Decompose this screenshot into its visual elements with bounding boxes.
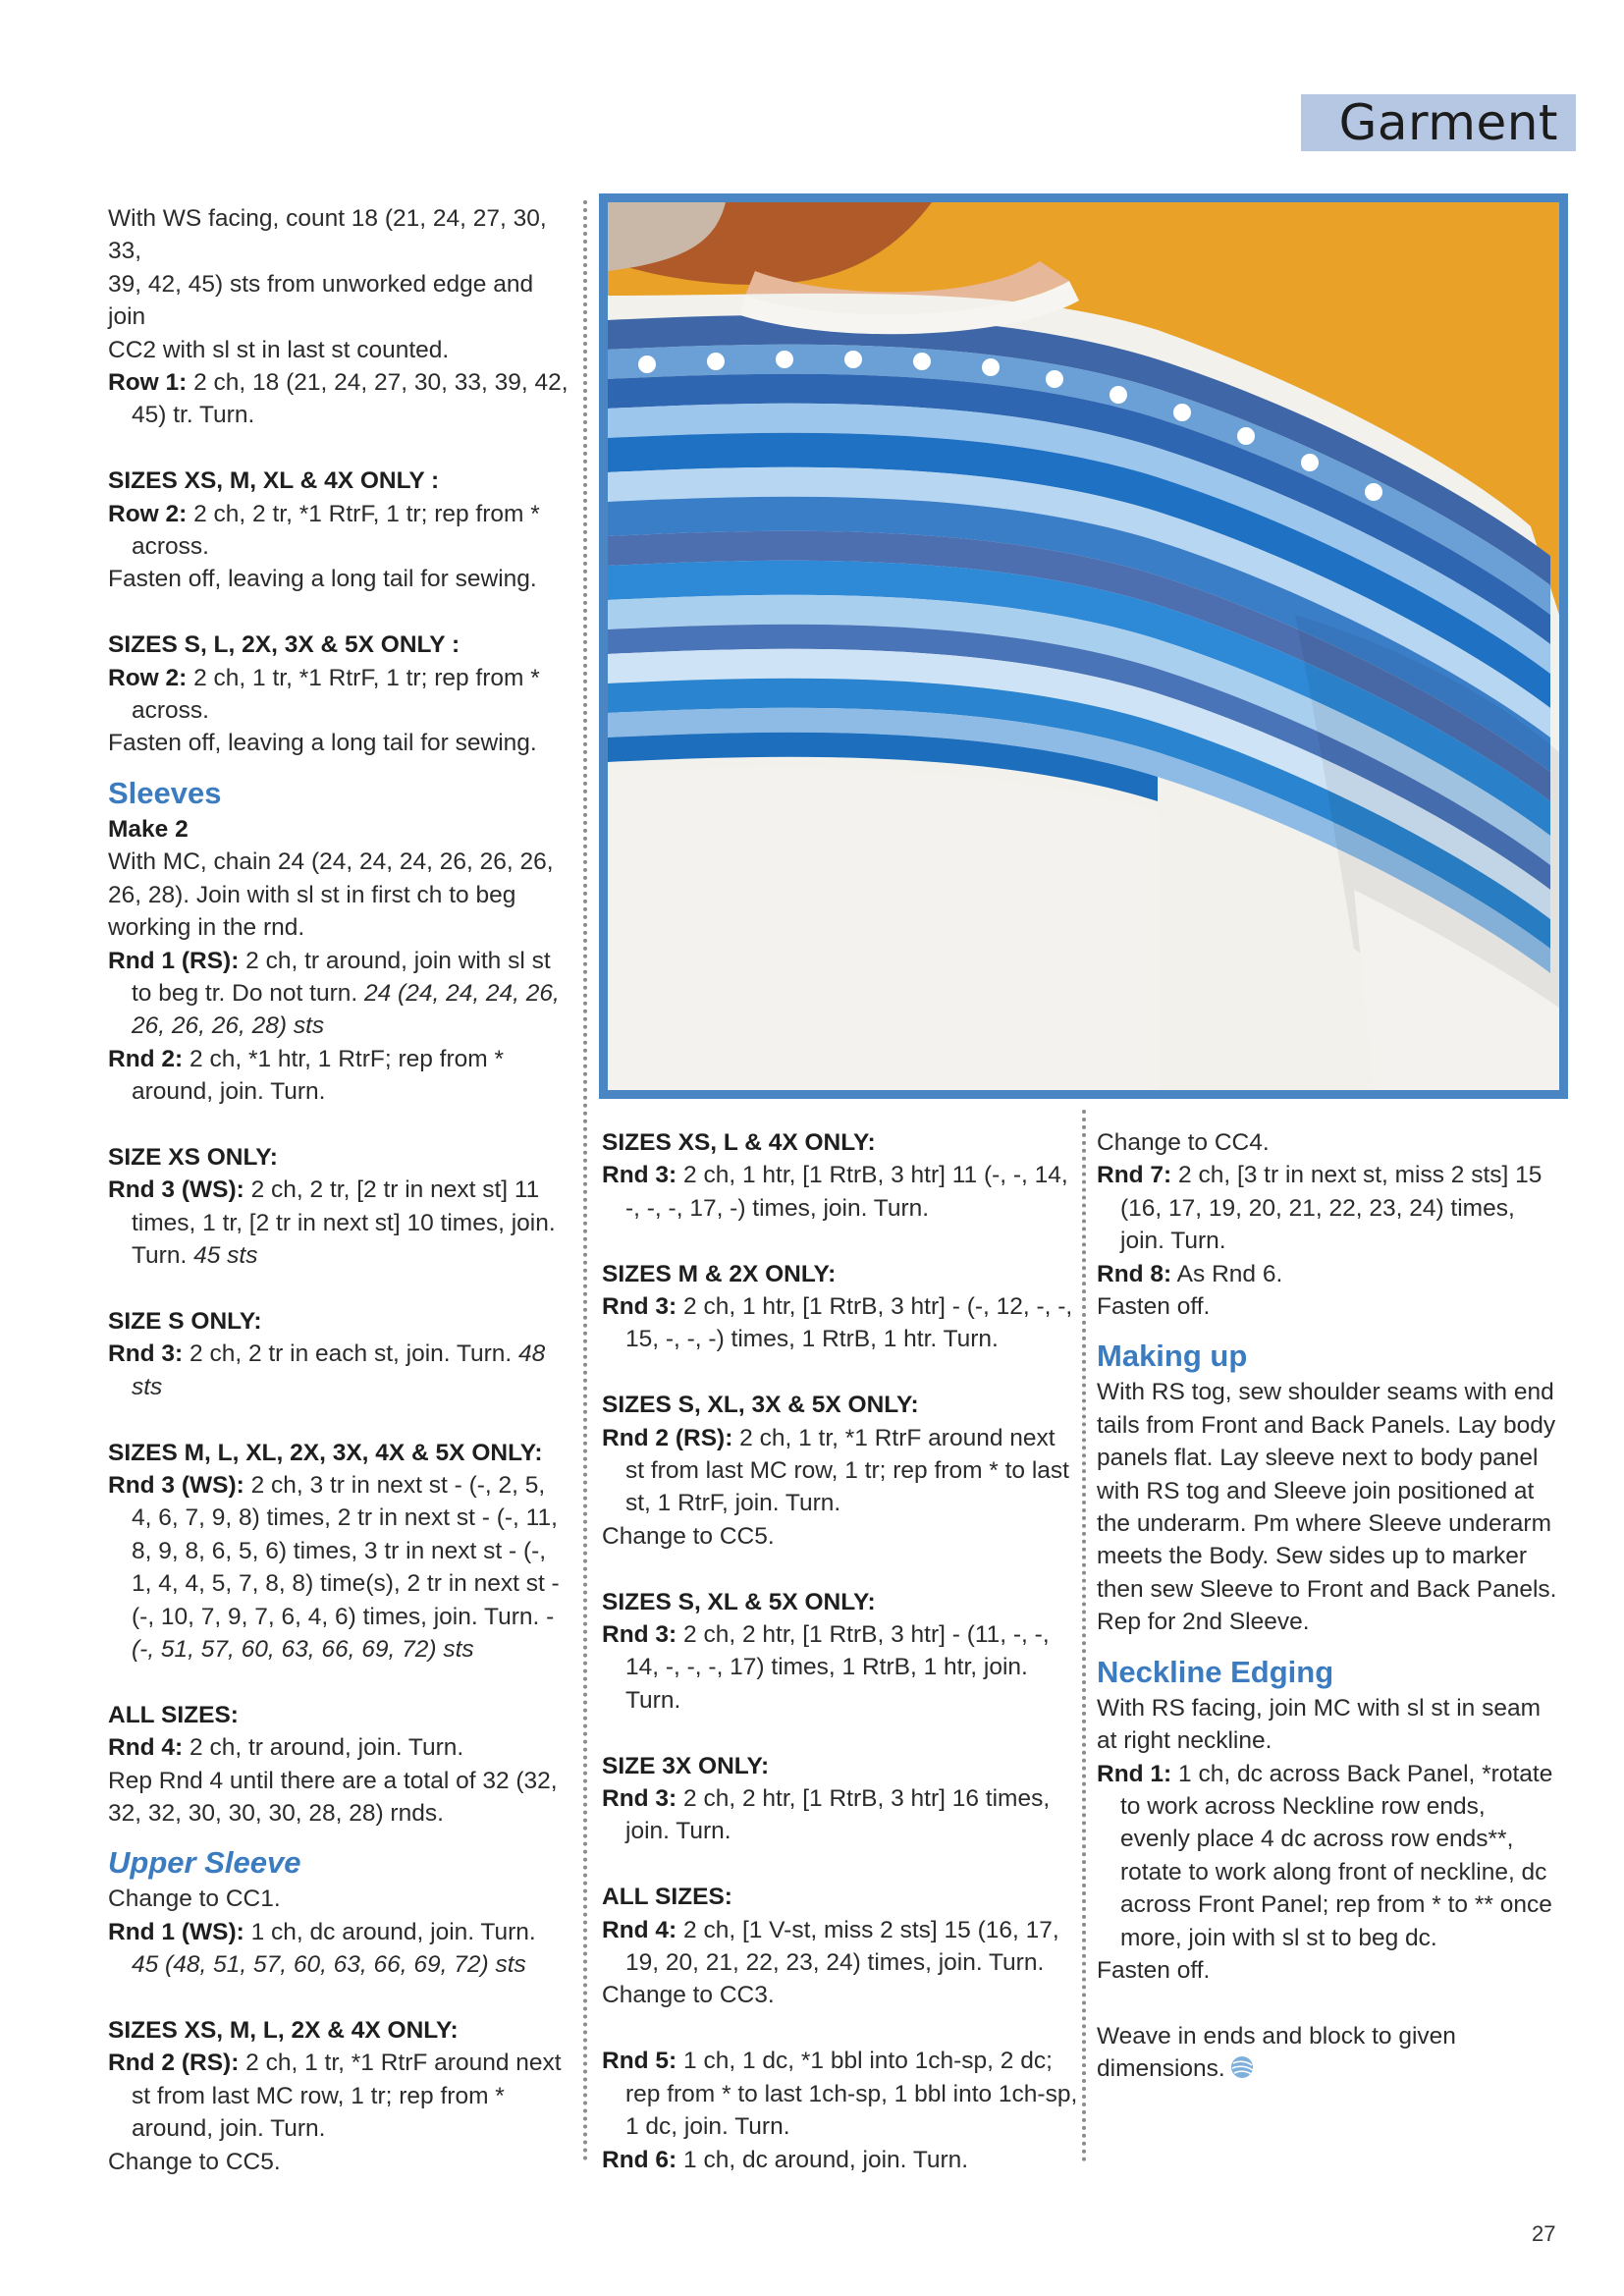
- upper-rnd2: Rnd 2 (RS): 2 ch, 1 tr, *1 RtrF around next st from last MC row, 1 tr; rep from * around, join. Turn.: [108, 2050, 562, 2143]
- row1-instruction: Row 1: 2 ch, 18 (21, 24, 27, 30, 33, 39, 42, 45) tr. Turn.: [108, 369, 568, 429]
- size-s-heading: SIZE S ONLY:: [108, 1307, 262, 1335]
- column-2: [602, 1126, 1078, 2176]
- making-up-text: With RS tog, sew shoulder seams with end tails from Front and Back Panels. Lay body panels flat. Lay sleeve next to body panel with RS tog and Sleeve join positioned at the underarm. Pm where Sleeve underarm meets the Body. Sew sides up to marker then sew Sleeve to Front and Back Panels. Rep for 2nd Sleeve.: [1097, 1379, 1557, 1636]
- c2-rnd4: Rnd 4: 2 ch, [1 V-st, miss 2 sts] 15 (16, 17, 19, 20, 21, 22, 23, 24) times, join. Turn.: [602, 1916, 1059, 1977]
- weave-text: Weave in ends and block to given dimensions.: [1097, 2022, 1456, 2083]
- sizes-a-row2: Row 2: 2 ch, 2 tr, *1 RtrF, 1 tr; rep from * across.: [108, 500, 540, 561]
- intro-line-1: With WS facing, count 18 (21, 24, 27, 30, 33,: [108, 205, 547, 265]
- size-xs-heading: SIZE XS ONLY:: [108, 1143, 278, 1171]
- section-tab: Garment: [1301, 94, 1576, 151]
- sleeves-heading: Sleeves: [108, 775, 222, 810]
- making-up-heading: Making up: [1097, 1339, 1248, 1374]
- all-sizes-heading: ALL SIZES:: [108, 1701, 239, 1728]
- sizes-ml-rnd3: Rnd 3 (WS): 2 ch, 3 tr in next st - (-, 2, 5, 4, 6, 7, 9, 8) times, 2 tr in next st - (-, 11, 8, 9, 8, 6, 5, 6) times, 3 tr in next st - (-, 1, 4, 4, 5, 7, 8, 8) time(s), 2 tr in next st - (-, 10, 7, 9, 7, 6, 4, 6) times, join. Turn. - (-, 51, 57, 60, 63, 66, 69, 72) sts: [108, 1471, 560, 1663]
- neckline-heading: Neckline Edging: [1097, 1654, 1334, 1689]
- change-cc5: Change to CC5.: [108, 2148, 281, 2175]
- rep-rnd4: Rep Rnd 4 until there are a total of 32 (32, 32, 32, 30, 30, 30, 28, 28) rnds.: [108, 1767, 558, 1827]
- sweater-photo: [608, 202, 1559, 1090]
- sleeves-intro: With MC, chain 24 (24, 24, 24, 26, 26, 26, 26, 28). Join with sl st in first ch to beg working in the rnd.: [108, 848, 554, 942]
- sizes-a-heading: SIZES XS, M, XL & 4X ONLY :: [108, 467, 440, 495]
- c2-d-rnd3: Rnd 3: 2 ch, 2 htr, [1 RtrB, 3 htr] - (11, -, -, 14, -, -, -, 17) times, 1 RtrB, 1 htr, join. Turn.: [602, 1621, 1050, 1714]
- sweater-illustration: [608, 202, 1559, 1090]
- upper-sleeve-heading: Upper Sleeve: [108, 1845, 301, 1881]
- c2-b-rnd3: Rnd 3: 2 ch, 1 htr, [1 RtrB, 3 htr] - (-, 12, -, -, 15, -, -, -) times, 1 RtrB, 1 htr. Turn.: [602, 1293, 1073, 1353]
- neckline-intro: With RS facing, join MC with sl st in seam at right neckline.: [1097, 1694, 1542, 1755]
- c2-c-rnd2: Rnd 2 (RS): 2 ch, 1 tr, *1 RtrF around next st from last MC row, 1 tr; rep from * to last st, 1 RtrF, join. Turn.: [602, 1424, 1069, 1517]
- column-divider-left: [583, 200, 587, 2162]
- c3-rnd7: Rnd 7: 2 ch, [3 tr in next st, miss 2 sts] 15 (16, 17, 19, 20, 21, 22, 23, 24) times, join. Turn.: [1097, 1162, 1543, 1255]
- c2-a-heading: SIZES XS, L & 4X ONLY:: [602, 1129, 876, 1156]
- c2-e-heading: SIZE 3X ONLY:: [602, 1752, 770, 1779]
- neckline-rnd1: Rnd 1: 1 ch, dc across Back Panel, *rotate to work across Neckline row ends, evenly place 4 dc across row ends**, rotate to work along front of neckline, dc across Front Panel; rep from * to ** once more, join with sl st to beg dc.: [1097, 1760, 1553, 1951]
- c2-b-heading: SIZES M & 2X ONLY:: [602, 1260, 837, 1287]
- c2-all-heading: ALL SIZES:: [602, 1884, 732, 1911]
- c2-rnd6: Rnd 6: 1 ch, dc around, join. Turn.: [602, 2146, 969, 2173]
- size-s-rnd3: Rnd 3: 2 ch, 2 tr in each st, join. Turn. 48 sts: [108, 1340, 546, 1400]
- size-xs-rnd3: Rnd 3 (WS): 2 ch, 2 tr, [2 tr in next st] 11 times, 1 tr, [2 tr in next st] 10 times, join. Turn. 45 sts: [108, 1176, 556, 1270]
- sizes-a-fasten: Fasten off, leaving a long tail for sewing.: [108, 566, 537, 593]
- sizes-b-heading: SIZES S, L, 2X, 3X & 5X ONLY :: [108, 631, 460, 659]
- c2-change-cc3: Change to CC3.: [602, 1982, 775, 2009]
- make-2: Make 2: [108, 815, 189, 843]
- intro-line-2: 39, 42, 45) sts from unworked edge and join: [108, 270, 534, 331]
- change-cc1: Change to CC1.: [108, 1886, 281, 1913]
- intro-line-3: CC2 with sl st in last st counted.: [108, 336, 450, 363]
- sleeves-rnd1: Rnd 1 (RS): 2 ch, tr around, join with sl st to beg tr. Do not turn. 24 (24, 24, 24, 26, 26, 26, 26, 28) sts: [108, 947, 560, 1040]
- sizes-b-fasten: Fasten off, leaving a long tail for sewing.: [108, 730, 537, 757]
- all-sizes-rnd4: Rnd 4: 2 ch, tr around, join. Turn.: [108, 1734, 464, 1762]
- upper-sizes-heading: SIZES XS, M, L, 2X & 4X ONLY:: [108, 2017, 459, 2045]
- upper-rnd1-count: 45 (48, 51, 57, 60, 63, 66, 69, 72) sts: [132, 1951, 526, 1979]
- c2-a-rnd3: Rnd 3: 2 ch, 1 htr, [1 RtrB, 3 htr] 11 (-, -, 14, -, -, -, 17, -) times, join. Turn.: [602, 1162, 1068, 1222]
- column-1: [108, 202, 569, 2178]
- c3-rnd8: Rnd 8: As Rnd 6.: [1097, 1260, 1283, 1287]
- c3-fasten: Fasten off.: [1097, 1293, 1211, 1321]
- sizes-b-row2: Row 2: 2 ch, 1 tr, *1 RtrF, 1 tr; rep from * across.: [108, 664, 540, 725]
- column-divider-right: [1082, 1110, 1086, 2162]
- neckline-fasten: Fasten off.: [1097, 1956, 1211, 1984]
- c2-c-change: Change to CC5.: [602, 1522, 775, 1550]
- c2-e-rnd3: Rnd 3: 2 ch, 2 htr, [1 RtrB, 3 htr] 16 times, join. Turn.: [602, 1785, 1051, 1845]
- column-3: [1097, 1126, 1558, 2086]
- photo-frame: [599, 193, 1568, 1099]
- sizes-ml-heading: SIZES M, L, XL, 2X, 3X, 4X & 5X ONLY:: [108, 1439, 543, 1466]
- c3-change-cc4: Change to CC4.: [1097, 1129, 1270, 1156]
- c2-rnd5: Rnd 5: 1 ch, 1 dc, *1 bbl into 1ch-sp, 2 dc; rep from * to last 1ch-sp, 1 bbl into 1ch-sp, 1 dc, join. Turn.: [602, 2048, 1078, 2141]
- yarn-ball-icon: [1229, 2054, 1255, 2080]
- sleeves-rnd2: Rnd 2: 2 ch, *1 htr, 1 RtrF; rep from * around, join. Turn.: [108, 1045, 504, 1106]
- upper-rnd1: Rnd 1 (WS): 1 ch, dc around, join. Turn.: [108, 1918, 536, 1945]
- c2-d-heading: SIZES S, XL & 5X ONLY:: [602, 1588, 876, 1615]
- page-number: 27: [1532, 2221, 1556, 2246]
- c2-c-heading: SIZES S, XL, 3X & 5X ONLY:: [602, 1392, 919, 1419]
